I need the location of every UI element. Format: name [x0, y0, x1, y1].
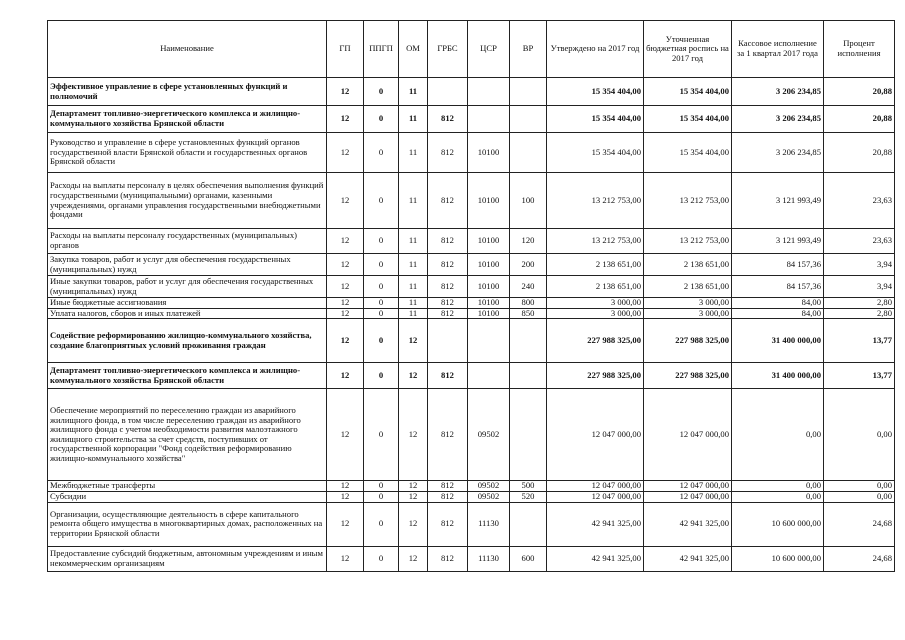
cell-cash: 3 121 993,49: [732, 229, 824, 254]
header-om: ОМ: [399, 21, 428, 78]
cell-pct: 20,88: [824, 133, 895, 173]
cell-pct: 23,63: [824, 229, 895, 254]
cell-gp: 12: [327, 389, 364, 481]
cell-cash: 31 400 000,00: [732, 363, 824, 389]
cell-ppgp: 0: [364, 173, 399, 229]
cell-approved: 227 988 325,00: [547, 319, 644, 363]
header-approved: Утверждено на 2017 год: [547, 21, 644, 78]
cell-approved: 2 138 651,00: [547, 254, 644, 276]
cell-gp: 12: [327, 546, 364, 571]
cell-name: Руководство и управление в сфере установленных функций органов государственной власти Брянской области и государственных органов Брянской области: [48, 133, 327, 173]
budget-report-sheet: [47, 20, 895, 572]
cell-om: 11: [399, 276, 428, 298]
cell-ppgp: 0: [364, 106, 399, 133]
cell-refined: 2 138 651,00: [644, 276, 732, 298]
cell-vr: 520: [510, 491, 547, 502]
cell-name: Межбюджетные трансферты: [48, 481, 327, 492]
cell-vr: [510, 133, 547, 173]
cell-ppgp: 0: [364, 502, 399, 546]
cell-gp: 12: [327, 133, 364, 173]
cell-pct: 24,68: [824, 502, 895, 546]
cell-pct: 20,88: [824, 78, 895, 106]
cell-csr: 10100: [468, 229, 510, 254]
cell-gp: 12: [327, 106, 364, 133]
cell-approved: 12 047 000,00: [547, 389, 644, 481]
cell-vr: 100: [510, 173, 547, 229]
table-row: [48, 106, 895, 133]
table-row: [48, 491, 895, 502]
table-row: [48, 389, 895, 481]
cell-pct: 13,77: [824, 319, 895, 363]
cell-vr: 120: [510, 229, 547, 254]
header-vr: ВР: [510, 21, 547, 78]
cell-refined: 227 988 325,00: [644, 319, 732, 363]
cell-pct: 0,00: [824, 481, 895, 492]
cell-name: Департамент топливно-энергетического комплекса и жилищно-коммунального хозяйства Брянской области: [48, 106, 327, 133]
table-row: [48, 254, 895, 276]
cell-cash: 0,00: [732, 389, 824, 481]
cell-vr: 850: [510, 308, 547, 319]
cell-vr: [510, 319, 547, 363]
cell-ppgp: 0: [364, 254, 399, 276]
cell-ppgp: 0: [364, 298, 399, 309]
table-row: [48, 298, 895, 309]
cell-pct: 0,00: [824, 491, 895, 502]
cell-name: Расходы на выплаты персоналу в целях обеспечения выполнения функций государственными (муниципальными) органами, казенными учреждениями, органами управления государственными внебюджетными фондами: [48, 173, 327, 229]
cell-om: 12: [399, 481, 428, 492]
cell-cash: 3 121 993,49: [732, 173, 824, 229]
cell-vr: 600: [510, 546, 547, 571]
cell-grbs: 812: [428, 502, 468, 546]
cell-om: 12: [399, 389, 428, 481]
cell-refined: 15 354 404,00: [644, 78, 732, 106]
cell-name: Организации, осуществляющие деятельность в сфере капитального ремонта общего имущества в многоквартирных домах, расположенных на территории Брянской области: [48, 502, 327, 546]
cell-cash: 3 206 234,85: [732, 78, 824, 106]
cell-refined: 13 212 753,00: [644, 173, 732, 229]
cell-pct: 0,00: [824, 389, 895, 481]
cell-cash: 84 157,36: [732, 254, 824, 276]
cell-refined: 12 047 000,00: [644, 389, 732, 481]
cell-refined: 3 000,00: [644, 308, 732, 319]
cell-csr: [468, 319, 510, 363]
cell-name: Иные бюджетные ассигнования: [48, 298, 327, 309]
cell-om: 11: [399, 254, 428, 276]
cell-om: 11: [399, 308, 428, 319]
cell-name: Содействие реформированию жилищно-коммунального хозяйства, создание благоприятных условий проживания граждан: [48, 319, 327, 363]
cell-refined: 42 941 325,00: [644, 546, 732, 571]
cell-vr: 240: [510, 276, 547, 298]
cell-ppgp: 0: [364, 319, 399, 363]
cell-grbs: 812: [428, 173, 468, 229]
header-ppgp: ППГП: [364, 21, 399, 78]
header-grbs: ГРБС: [428, 21, 468, 78]
cell-name: Иные закупки товаров, работ и услуг для обеспечения государственных (муниципальных) нужд: [48, 276, 327, 298]
cell-approved: 3 000,00: [547, 298, 644, 309]
cell-approved: 3 000,00: [547, 308, 644, 319]
cell-ppgp: 0: [364, 363, 399, 389]
cell-pct: 23,63: [824, 173, 895, 229]
header-gp: ГП: [327, 21, 364, 78]
cell-vr: [510, 78, 547, 106]
cell-refined: 2 138 651,00: [644, 254, 732, 276]
cell-csr: [468, 363, 510, 389]
cell-grbs: 812: [428, 106, 468, 133]
header-csr: ЦСР: [468, 21, 510, 78]
cell-ppgp: 0: [364, 389, 399, 481]
cell-om: 11: [399, 133, 428, 173]
cell-ppgp: 0: [364, 308, 399, 319]
cell-csr: 10100: [468, 133, 510, 173]
cell-ppgp: 0: [364, 276, 399, 298]
cell-gp: 12: [327, 502, 364, 546]
cell-cash: 0,00: [732, 481, 824, 492]
cell-cash: 84,00: [732, 298, 824, 309]
cell-gp: 12: [327, 78, 364, 106]
cell-approved: 12 047 000,00: [547, 491, 644, 502]
cell-refined: 12 047 000,00: [644, 481, 732, 492]
table-row: [48, 78, 895, 106]
cell-cash: 3 206 234,85: [732, 133, 824, 173]
cell-csr: 09502: [468, 389, 510, 481]
cell-name: Департамент топливно-энергетического комплекса и жилищно-коммунального хозяйства Брянской области: [48, 363, 327, 389]
cell-name: Расходы на выплаты персоналу государственных (муниципальных) органов: [48, 229, 327, 254]
cell-refined: 13 212 753,00: [644, 229, 732, 254]
cell-grbs: 812: [428, 298, 468, 309]
table-row: [48, 173, 895, 229]
table-row: [48, 319, 895, 363]
cell-name: Закупка товаров, работ и услуг для обеспечения государственных (муниципальных) нужд: [48, 254, 327, 276]
cell-refined: 227 988 325,00: [644, 363, 732, 389]
cell-vr: [510, 363, 547, 389]
cell-approved: 42 941 325,00: [547, 502, 644, 546]
cell-refined: 3 000,00: [644, 298, 732, 309]
cell-vr: [510, 502, 547, 546]
cell-grbs: 812: [428, 363, 468, 389]
cell-gp: 12: [327, 298, 364, 309]
cell-gp: 12: [327, 173, 364, 229]
cell-vr: [510, 389, 547, 481]
cell-vr: [510, 106, 547, 133]
cell-grbs: 812: [428, 254, 468, 276]
cell-csr: [468, 106, 510, 133]
cell-grbs: 812: [428, 389, 468, 481]
cell-ppgp: 0: [364, 481, 399, 492]
cell-cash: 3 206 234,85: [732, 106, 824, 133]
cell-grbs: 812: [428, 546, 468, 571]
cell-om: 12: [399, 363, 428, 389]
cell-csr: 09502: [468, 481, 510, 492]
cell-refined: 12 047 000,00: [644, 491, 732, 502]
table-row: [48, 546, 895, 571]
cell-approved: 227 988 325,00: [547, 363, 644, 389]
cell-pct: 2,80: [824, 308, 895, 319]
cell-csr: 11130: [468, 546, 510, 571]
cell-approved: 15 354 404,00: [547, 133, 644, 173]
cell-om: 12: [399, 502, 428, 546]
cell-cash: 84,00: [732, 308, 824, 319]
cell-approved: 15 354 404,00: [547, 106, 644, 133]
cell-om: 11: [399, 106, 428, 133]
cell-name: Предоставление субсидий бюджетным, автономным учреждениям и иным некоммерческим организациям: [48, 546, 327, 571]
cell-om: 12: [399, 546, 428, 571]
cell-name: Субсидии: [48, 491, 327, 502]
cell-grbs: 812: [428, 133, 468, 173]
cell-name: Уплата налогов, сборов и иных платежей: [48, 308, 327, 319]
cell-gp: 12: [327, 481, 364, 492]
cell-om: 11: [399, 229, 428, 254]
cell-om: 12: [399, 319, 428, 363]
cell-approved: 13 212 753,00: [547, 173, 644, 229]
cell-name: Обеспечение мероприятий по переселению граждан из аварийного жилищного фонда, в том числе переселению граждан из аварийного жилищного фонда с учетом необходимости развития малоэтажного жилищного строительства за счет средств, поступивших от государственной корпорации "Фонд содействия реформированию жилищно-коммунального хозяйства": [48, 389, 327, 481]
cell-pct: 24,68: [824, 546, 895, 571]
cell-csr: 10100: [468, 308, 510, 319]
cell-ppgp: 0: [364, 229, 399, 254]
table-row: [48, 363, 895, 389]
cell-csr: 10100: [468, 173, 510, 229]
budget-table: [47, 20, 895, 572]
cell-approved: 42 941 325,00: [547, 546, 644, 571]
cell-cash: 31 400 000,00: [732, 319, 824, 363]
cell-approved: 2 138 651,00: [547, 276, 644, 298]
cell-ppgp: 0: [364, 133, 399, 173]
cell-pct: 13,77: [824, 363, 895, 389]
cell-gp: 12: [327, 319, 364, 363]
table-row: [48, 133, 895, 173]
cell-grbs: 812: [428, 481, 468, 492]
cell-pct: 3,94: [824, 276, 895, 298]
cell-grbs: 812: [428, 229, 468, 254]
cell-vr: 500: [510, 481, 547, 492]
cell-cash: 10 600 000,00: [732, 546, 824, 571]
table-row: [48, 502, 895, 546]
cell-pct: 3,94: [824, 254, 895, 276]
cell-ppgp: 0: [364, 546, 399, 571]
cell-pct: 2,80: [824, 298, 895, 309]
cell-gp: 12: [327, 363, 364, 389]
table-row: [48, 229, 895, 254]
cell-gp: 12: [327, 491, 364, 502]
cell-name: Эффективное управление в сфере установленных функций и полномочий: [48, 78, 327, 106]
table-body: [48, 78, 895, 572]
cell-om: 11: [399, 298, 428, 309]
cell-grbs: 812: [428, 491, 468, 502]
cell-csr: 10100: [468, 254, 510, 276]
cell-grbs: [428, 319, 468, 363]
cell-grbs: 812: [428, 308, 468, 319]
cell-csr: 11130: [468, 502, 510, 546]
header-row: [48, 21, 895, 78]
cell-om: 12: [399, 491, 428, 502]
cell-approved: 15 354 404,00: [547, 78, 644, 106]
header-cash: Кассовое исполнение за 1 квартал 2017 года: [732, 21, 824, 78]
cell-approved: 13 212 753,00: [547, 229, 644, 254]
cell-gp: 12: [327, 276, 364, 298]
cell-om: 11: [399, 173, 428, 229]
cell-cash: 0,00: [732, 491, 824, 502]
cell-csr: 10100: [468, 298, 510, 309]
cell-approved: 12 047 000,00: [547, 481, 644, 492]
table-row: [48, 276, 895, 298]
cell-csr: 09502: [468, 491, 510, 502]
table-row: [48, 481, 895, 492]
cell-gp: 12: [327, 308, 364, 319]
header-name: Наименование: [48, 21, 327, 78]
cell-refined: 15 354 404,00: [644, 106, 732, 133]
header-percent: Процент исполнения: [824, 21, 895, 78]
header-refined: Уточненная бюджетная роспись на 2017 год: [644, 21, 732, 78]
cell-vr: 200: [510, 254, 547, 276]
cell-vr: 800: [510, 298, 547, 309]
cell-pct: 20,88: [824, 106, 895, 133]
cell-grbs: 812: [428, 276, 468, 298]
cell-refined: 42 941 325,00: [644, 502, 732, 546]
cell-grbs: [428, 78, 468, 106]
cell-csr: [468, 78, 510, 106]
cell-refined: 15 354 404,00: [644, 133, 732, 173]
cell-gp: 12: [327, 229, 364, 254]
table-row: [48, 308, 895, 319]
cell-csr: 10100: [468, 276, 510, 298]
cell-ppgp: 0: [364, 78, 399, 106]
cell-cash: 10 600 000,00: [732, 502, 824, 546]
cell-gp: 12: [327, 254, 364, 276]
cell-cash: 84 157,36: [732, 276, 824, 298]
cell-ppgp: 0: [364, 491, 399, 502]
cell-om: 11: [399, 78, 428, 106]
